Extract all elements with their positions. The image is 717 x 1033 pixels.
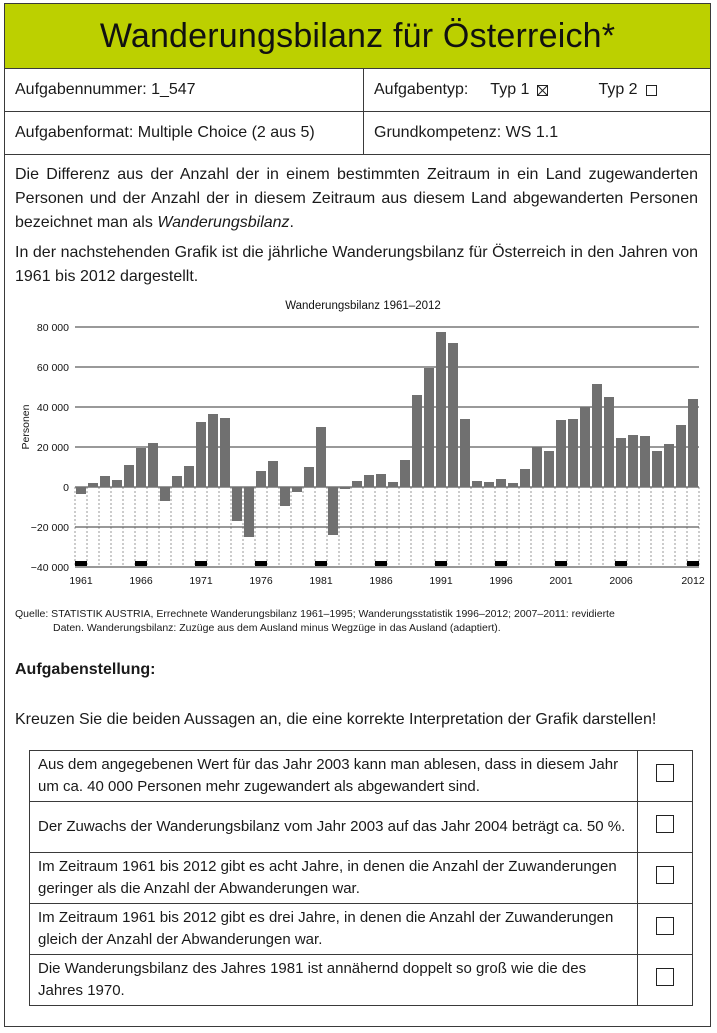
bar-1990 [424, 368, 434, 487]
bar-2009 [652, 451, 662, 487]
bar-1981 [316, 427, 326, 487]
bar-1962 [88, 483, 98, 487]
x-tick-label: 1991 [429, 575, 453, 587]
source-line-1: Quelle: STATISTIK AUSTRIA, Errechnete Wanderungsbilanz 1961–1995; Wanderungsstatistik 1996–2012; 2007–2011: revidierte [15, 608, 615, 620]
bar-1995 [484, 482, 494, 487]
bar-1982 [328, 487, 338, 535]
year-marker-2012 [687, 561, 699, 566]
choice-row [30, 904, 693, 955]
bar-1986 [376, 474, 386, 487]
answer-checkbox[interactable] [656, 917, 674, 935]
y-tick-label: 60 000 [36, 362, 69, 374]
x-tick-label: 1966 [129, 575, 153, 587]
bar-1968 [160, 487, 170, 501]
choice-cell [638, 751, 693, 802]
bar-1989 [412, 395, 422, 487]
bar-1978 [280, 487, 290, 506]
bar-2000 [544, 451, 554, 487]
task-sheet [4, 3, 711, 1027]
x-tick-label: 1971 [189, 575, 213, 587]
meta-row-1 [5, 69, 710, 112]
task-type-cell [364, 69, 710, 111]
bar-1969 [172, 476, 182, 487]
type1-label: Typ 1 [490, 81, 530, 98]
year-marker-1961 [75, 561, 87, 566]
y-tick-label: 0 [63, 482, 69, 494]
migration-chart [9, 295, 705, 603]
bar-1971 [196, 422, 206, 487]
year-marker-1976 [255, 561, 267, 566]
choice-cell [638, 904, 693, 955]
bar-1964 [112, 480, 122, 487]
bar-1997 [508, 483, 518, 487]
year-marker-1991 [435, 561, 447, 566]
year-marker-1996 [495, 561, 507, 566]
bar-1977 [268, 461, 278, 487]
bar-1999 [532, 447, 542, 487]
bar-1993 [460, 419, 470, 487]
bar-2010 [664, 444, 674, 487]
bar-1983 [340, 487, 350, 489]
x-tick-label: 2006 [609, 575, 633, 587]
bar-2004 [592, 384, 602, 487]
y-axis-label: Personen [20, 404, 32, 450]
year-marker-2001 [555, 561, 567, 566]
bar-2001 [556, 420, 566, 487]
bar-1994 [472, 481, 482, 487]
bar-1996 [496, 479, 506, 487]
bar-1987 [388, 482, 398, 487]
x-tick-label: 1961 [69, 575, 93, 587]
choice-text: Aus dem angegebenen Wert für das Jahr 2003 kann man ablesen, dass in diesem Jahr um ca. 40 000 Personen mehr zugewandert als abgewandert sind. [30, 751, 638, 802]
year-marker-1981 [315, 561, 327, 566]
choice-text: Im Zeitraum 1961 bis 2012 gibt es acht Jahre, in denen die Anzahl der Zuwanderungen geringer als die Anzahl der Abwanderungen war. [30, 853, 638, 904]
intro-paragraph-1 [15, 163, 698, 235]
choice-cell [638, 802, 693, 853]
chart-title: Wanderungsbilanz 1961–2012 [285, 300, 441, 312]
x-tick-label: 2001 [549, 575, 573, 587]
bar-2011 [676, 425, 686, 487]
bar-1965 [124, 465, 134, 487]
task-instruction: Kreuzen Sie die beiden Aussagen an, die eine korrekte Interpretation der Grafik darstellen! [15, 711, 657, 728]
choice-row [30, 802, 693, 853]
choice-table [29, 750, 693, 1006]
answer-checkbox[interactable] [656, 866, 674, 884]
type2-label: Typ 2 [598, 81, 638, 98]
choice-row [30, 751, 693, 802]
choice-text: Im Zeitraum 1961 bis 2012 gibt es drei Jahre, in denen die Anzahl der Zuwanderungen gleich der Anzahl der Abwanderungen war. [30, 904, 638, 955]
x-tick-label: 2012 [681, 575, 705, 587]
chart-container [9, 295, 705, 603]
x-tick-label: 1976 [249, 575, 273, 587]
bar-1970 [184, 466, 194, 487]
bar-1974 [232, 487, 242, 521]
bar-1966 [136, 448, 146, 487]
y-tick-label: −20 000 [30, 522, 69, 534]
choice-text: Der Zuwachs der Wanderungsbilanz vom Jahr 2003 auf das Jahr 2004 beträgt ca. 50 %. [30, 802, 638, 853]
y-tick-label: 80 000 [36, 322, 69, 334]
source-line-2: Daten. Wanderungsbilanz: Zuzüge aus dem Ausland minus Wegzüge in das Ausland (adaptiert). [53, 622, 501, 634]
page-title: Wanderungsbilanz für Österreich* [99, 16, 616, 55]
bar-2012 [688, 399, 698, 487]
bar-2007 [628, 435, 638, 487]
choice-cell [638, 853, 693, 904]
year-marker-1971 [195, 561, 207, 566]
y-tick-label: 20 000 [36, 442, 69, 454]
intro-paragraph-2: In der nachstehenden Grafik ist die jährliche Wanderungsbilanz für Österreich in den Jahren von 1961 bis 2012 dargestellt. [15, 244, 698, 285]
bar-1991 [436, 332, 446, 487]
type1-option [490, 81, 548, 99]
answer-checkbox[interactable] [656, 764, 674, 782]
intro-text: Die Differenz aus der Anzahl der in einem bestimmten Zeitraum in ein Land zugewanderten Personen und der Anzahl der in diesem Zeitraum aus diesem Land abgewanderten Personen bezeichnet man als [15, 166, 698, 231]
bar-2003 [580, 407, 590, 487]
choice-row [30, 955, 693, 1006]
intro-end: . [289, 214, 294, 231]
bar-2005 [604, 397, 614, 487]
y-tick-label: −40 000 [30, 562, 69, 574]
bar-2006 [616, 438, 626, 487]
title-bar [5, 4, 710, 69]
intro-term: Wanderungsbilanz [157, 214, 290, 231]
bar-1961 [76, 487, 86, 494]
x-tick-label: 1986 [369, 575, 393, 587]
type2-checkbox [646, 85, 657, 96]
bar-1967 [148, 443, 158, 487]
bar-1975 [244, 487, 254, 537]
type2-option [598, 81, 656, 99]
bar-1979 [292, 487, 302, 492]
x-tick-label: 1981 [309, 575, 333, 587]
task-heading: Aufgabenstellung: [15, 661, 156, 678]
task-body [5, 155, 710, 1006]
task-number: Aufgabennummer: 1_547 [5, 69, 364, 111]
competence: Grundkompetenz: WS 1.1 [374, 124, 559, 141]
meta-row-2 [5, 112, 710, 155]
bar-1992 [448, 343, 458, 487]
choice-row [30, 853, 693, 904]
bar-1963 [100, 476, 110, 487]
bar-1972 [208, 414, 218, 487]
task-format: Aufgabenformat: Multiple Choice (2 aus 5) [5, 112, 364, 154]
year-marker-1986 [375, 561, 387, 566]
task-type-label: Aufgabentyp: [374, 81, 469, 98]
bar-1988 [400, 460, 410, 487]
bar-2008 [640, 436, 650, 487]
answer-checkbox[interactable] [656, 968, 674, 986]
bar-2002 [568, 419, 578, 487]
chart-source [15, 607, 698, 635]
type1-checkbox [537, 85, 548, 96]
x-tick-label: 1996 [489, 575, 513, 587]
bar-1976 [256, 471, 266, 487]
y-tick-label: 40 000 [36, 402, 69, 414]
choice-text: Die Wanderungsbilanz des Jahres 1981 ist annähernd doppelt so groß wie die des Jahres 1970. [30, 955, 638, 1006]
bar-1998 [520, 469, 530, 487]
choice-cell [638, 955, 693, 1006]
bar-1980 [304, 467, 314, 487]
bar-1985 [364, 475, 374, 487]
year-marker-1966 [135, 561, 147, 566]
year-marker-2006 [615, 561, 627, 566]
answer-checkbox[interactable] [656, 815, 674, 833]
bar-1973 [220, 418, 230, 487]
bar-1984 [352, 481, 362, 487]
